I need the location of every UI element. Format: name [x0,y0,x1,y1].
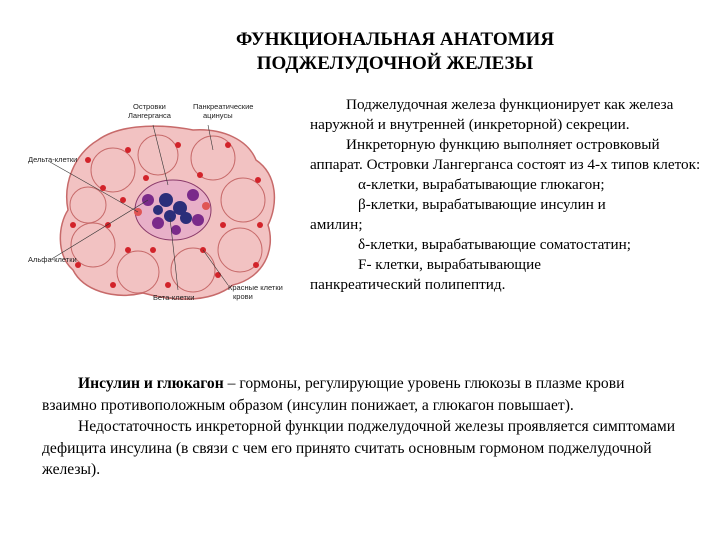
hormones-bold: Инсулин и глюкагон [78,375,224,392]
label-islets-2: Лангерганса [128,111,171,120]
paragraph-intro: Поджелудочная железа функционирует как железа наружной и внутренней (инкреторной) секреции. [310,96,674,133]
right-text-block [310,95,702,295]
delta-cells-item: δ-клетки, вырабатывающие соматостатин; [358,236,632,253]
label-beta: Бета-клетки [153,293,195,302]
alpha-cells-item: α-клетки, вырабатывающие глюкагон; [358,176,605,193]
f-cells-item-cont: панкреатический полипептид. [310,276,506,293]
bottom-text-block [42,373,682,481]
page-title [0,28,720,76]
label-acini-2: ацинусы [203,111,233,120]
label-islets-1: Островки [133,102,166,111]
beta-cells-item: β-клетки, вырабатывающие инсулин и [358,196,606,213]
paragraph-hormones [42,373,682,416]
pancreas-islet-illustration [28,100,296,310]
title-line-2: ПОДЖЕЛУДОЧНОЙ ЖЕЛЕЗЫ [256,53,534,74]
label-alpha: Альфа-клетки [28,255,77,264]
label-blood-2: крови [233,292,253,301]
label-delta: Дельта-клетки [28,155,78,164]
title-line-1: ФУНКЦИОНАЛЬНАЯ АНАТОМИЯ [235,29,555,50]
label-blood-1: Красные клетки [228,283,283,292]
beta-cells-item-cont: амилин; [310,216,363,233]
paragraph-islets: Инкреторную функцию выполняет островковый аппарат. Островки Лангерганса состоят из 4-х типов клеток: [310,136,701,173]
f-cells-item: F- клетки, вырабатывающие [358,256,541,273]
paragraph-insufficiency: Недостаточность инкреторной функции поджелудочной железы проявляется симптомами дефицита инсулина (в связи с чем его принято считать основным гормоном поджелудочной железы). [42,418,676,478]
hormones-rest: – гормоны, регулирующие уровень глюкозы в плазме крови взаимно противоположным образом (инсулин понижает, а глюкагон повышает). [42,375,625,414]
label-acini-1: Панкреатические [193,102,254,111]
